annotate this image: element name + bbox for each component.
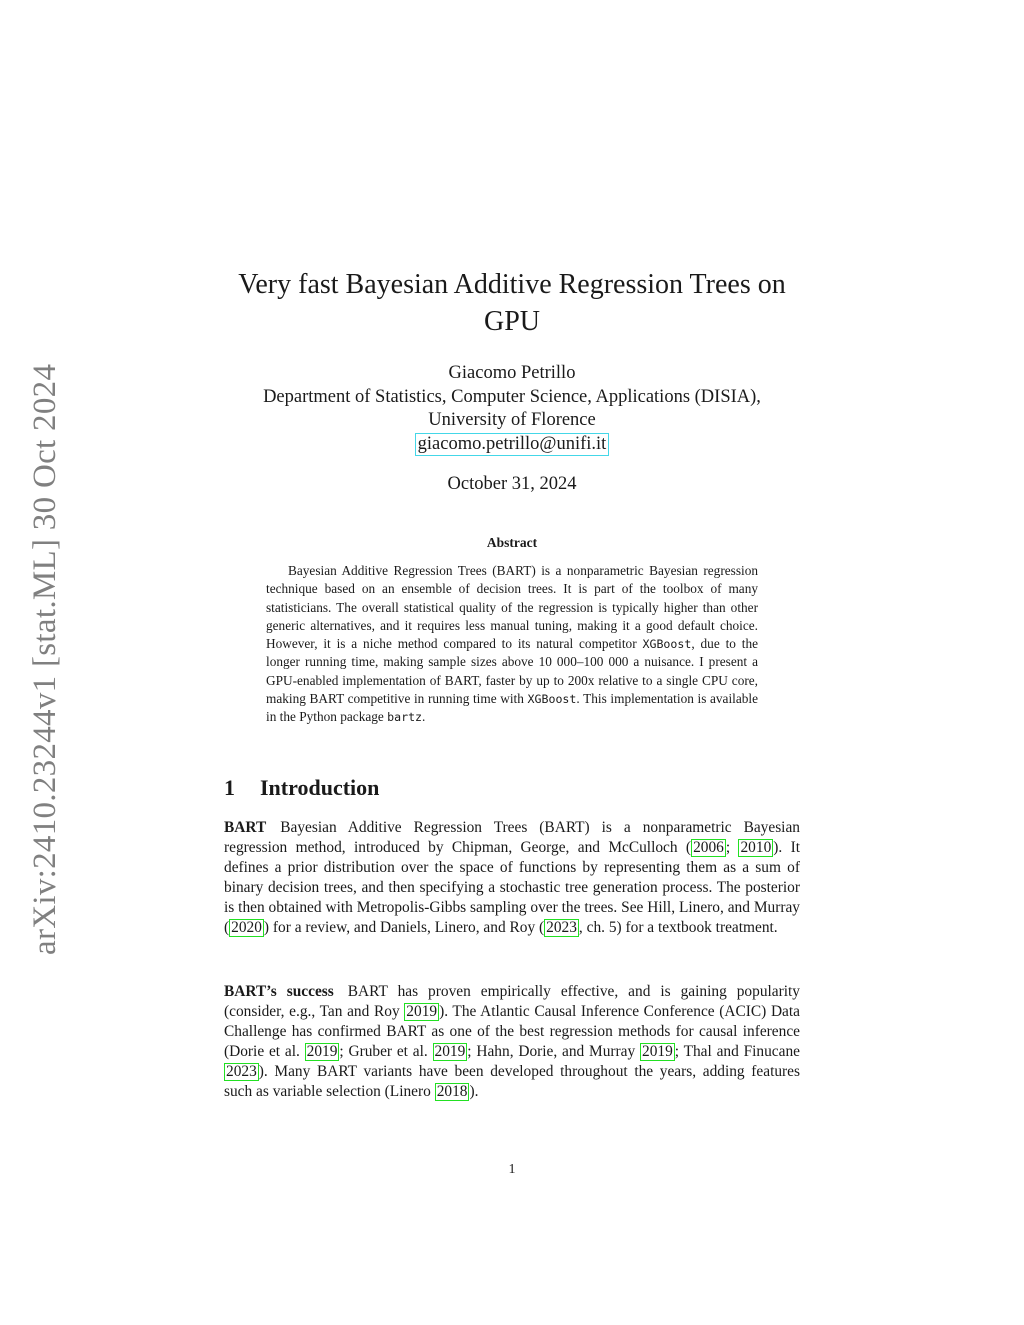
paragraph-text: ; Gruber et al.	[339, 1043, 433, 1060]
paragraph-bart-success	[224, 982, 800, 1102]
paragraph-text: ).	[469, 1083, 479, 1100]
paragraph-text: BART has proven empirically effective, and is gaining popularity (consider, e.g., Tan and Roy	[224, 983, 800, 1020]
paragraph-heading: BART’s success	[224, 983, 334, 1000]
paragraph-text: ). It defines a prior distribution over the space of functions by representing them as a sum of binary decision trees, and then specifying a stochastic tree generation process. The posterior is then obtained with Metropolis-Gibbs sampling over the trees. See Hill, Linero, and Murray (	[224, 839, 800, 936]
citation-link[interactable]: 2019	[406, 1003, 438, 1020]
paper-title: Very fast Bayesian Additive Regression Trees on GPU	[238, 269, 786, 337]
paragraph-text: Bayesian Additive Regression Trees (BART) is a nonparametric Bayesian regression method, introduced by Chipman, George, and McCulloch (	[224, 819, 800, 856]
code-xgboost: XGBoost	[642, 637, 692, 652]
section-number: 1	[224, 775, 235, 800]
arxiv-stamp: arXiv:2410.23244v1 [stat.ML] 30 Oct 2024	[27, 363, 63, 955]
citation-link[interactable]: 2023	[546, 919, 577, 936]
section-title: Introduction	[260, 775, 380, 800]
citation-link[interactable]: 2019	[306, 1043, 338, 1060]
paragraph-text: ; Thal and Finucane	[674, 1043, 800, 1060]
page-number: 1	[508, 1162, 516, 1177]
paragraph-text: ; Hahn, Dorie, and Murray	[467, 1043, 640, 1060]
abstract-body	[266, 562, 758, 727]
citation-link[interactable]: 2019	[642, 1043, 673, 1060]
paragraph-text: ;	[725, 839, 739, 856]
paragraph-heading: BART	[224, 819, 267, 836]
citation-link[interactable]: 2023	[226, 1063, 257, 1080]
section-heading	[224, 775, 800, 801]
paragraph-bart	[224, 818, 800, 938]
paper-date: October 31, 2024	[447, 474, 577, 494]
paragraph-text: , ch. 5) for a textbook treatment.	[578, 919, 778, 936]
author-affiliation: Department of Statistics, Computer Science, Applications (DISIA), University of Florence	[263, 386, 761, 430]
citation-link[interactable]: 2010	[740, 839, 772, 856]
citation-link[interactable]: 2006	[693, 839, 724, 856]
paragraph-text: ) for a review, and Daniels, Linero, and Roy (	[263, 919, 545, 936]
paragraph-text: ). The Atlantic Causal Inference Conference (ACIC) Data Challenge has confirmed BART as one of the best regression methods for causal inference (Dorie et al.	[224, 1003, 800, 1060]
abstract-text: .	[422, 709, 426, 725]
abstract-text: . This implementation is available in the Python package	[266, 691, 758, 725]
citation-link[interactable]: 2019	[434, 1043, 466, 1060]
paragraph-text: ). Many BART variants have been developed throughout the years, adding features such as variable selection (Linero	[224, 1063, 800, 1100]
code-bartz: bartz	[387, 710, 423, 725]
author-email-link[interactable]: giacomo.petrillo@unifi.it	[415, 433, 610, 456]
abstract-heading: Abstract	[486, 535, 538, 550]
abstract-text: , due to the longer running time, making sample sizes above 10 000–100 000 a nuisance. I present a GPU-enabled implementation of BART, faster by up to 200x relative to a single CPU core, making BART competitive in running time with	[266, 636, 758, 707]
author-block	[224, 362, 800, 456]
author-name: Giacomo Petrillo	[448, 363, 576, 383]
citation-link[interactable]: 2020	[231, 919, 262, 936]
abstract-text: Bayesian Additive Regression Trees (BART) is a nonparametric Bayesian regression technique based on an ensemble of decision trees. It is part of the toolbox of many statisticians. The overall statistical quality of the regression is typically higher than other generic alternatives, and it requires less manual tuning, making it a good default choice. However, it is a niche method compared to its natural competitor	[266, 563, 758, 652]
citation-link[interactable]: 2018	[436, 1083, 468, 1100]
code-xgboost: XGBoost	[527, 692, 577, 707]
